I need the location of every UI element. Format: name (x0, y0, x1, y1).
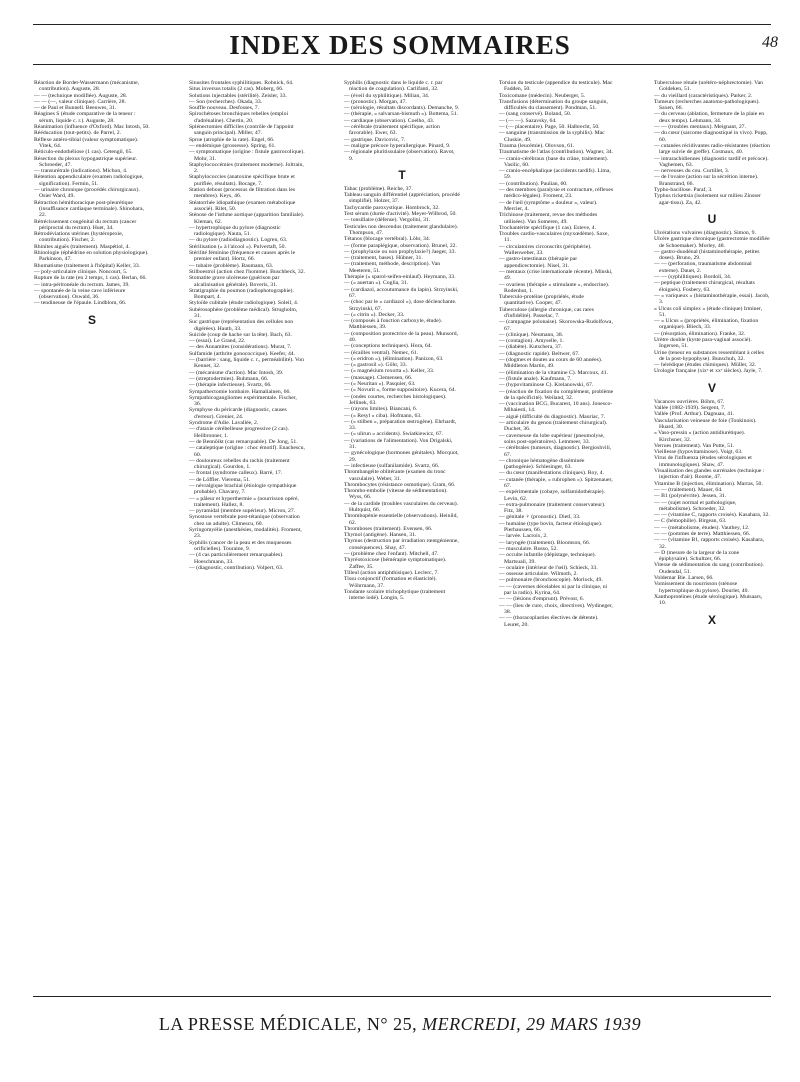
index-entry: — cataleptique (origine : choc émotif). Enachescu, 60. (189, 445, 305, 458)
index-entry: Rupture de la rate (en 2 temps, 1 cas). Berlan, 66. (34, 275, 147, 282)
index-entry: — (composés à fonction carboxyle, étude). Matthiessen, 39. (344, 318, 443, 331)
index-entry: — humaine (type bovin, facteur étiologique). Pierhaussen, 66. (499, 520, 603, 534)
index-entry: — d'ataxie cérébelleuse progressive (2 cas). Heilbronner, 1. (189, 426, 289, 439)
index-entry: — gynécologique (hormones génitales). Mocquot, 29. (344, 450, 459, 463)
index-entry: — (problème chez l'enfant). Mitchell, 47. (344, 551, 439, 558)
index-entry: Thymus (destruction par irradiation rœntgénienne, conséquences). Shay, 47. (344, 538, 459, 551)
index-entry: Réanimation (influence d'Oxford). Mac Intosh, 50. (34, 124, 150, 131)
index-entry: — cranio-cérébraux (base du crâne, traitement). Vasilic, 60. (499, 155, 609, 168)
index-entry: Sympathectomie lombaire. Hamaliainen, 66. (189, 388, 291, 395)
index-entry: Stratigraphie du poumon (radiophotographie). Bompart, 4. (189, 287, 294, 301)
index-entry: — (barrière : sang, liquide c. r., perméabilité). Von Kennet, 32. (189, 357, 304, 370)
index-entry: Réagines S (étude comparative de la teneur : sérum, liquide c. r.). Auguste, 28. (34, 111, 136, 124)
index-entry: Urine (teneur en substances ressemblant à celles de la post-hypophyse). Bunschuh, 32. (654, 349, 764, 362)
index-entry: Réflexe antéro-tibial (valeur symptomatique). Vitek, 64. (34, 136, 139, 149)
index-entry: — du vieillard (caractéristiques). Parker, 2. (654, 92, 753, 99)
index-entry: Subérosophère (problème médical). Strugholm, 31. (189, 306, 298, 319)
column-entries (499, 80, 615, 628)
index-entry: Trichinose (traitement, revue des méthodes utilisées). Van Someren, 49. (499, 212, 598, 225)
index-entry: Tabac (problème). Reiche, 37. (344, 185, 413, 192)
footer: LA PRESSE MÉDICALE, N° 25, MERCREDI, 29 MARS 1939 (158, 1014, 642, 1034)
index-entry: — (« stilben », préparation œstrogène). Ehrhardt, 33. (344, 418, 457, 432)
index-entry: — tubaire (problème). Baumann, 63. (189, 262, 274, 269)
index-entry: — symptomatique (origine : fistule gastrocolique). Mohr, 31. (189, 149, 305, 162)
column-5 (654, 80, 770, 985)
index-entry: — (« Neuritan »). Pasquier, 63. (344, 381, 416, 388)
index-entry: Trochantérite spécifique (1 cas). Esteve, 4. (499, 224, 597, 231)
index-entry: Tilleul (action antiphthisique). Leclerc, 7. (344, 569, 439, 576)
index-entry: Testicules non descendus (traitement glandulaire). Thompson, 47. (344, 223, 459, 236)
index-entry: — « pâleur et hyperthermie » (nourrisson opéré, traitement). Hallez, 8. (189, 495, 299, 508)
index-entry: — (campagne polonaise). Skorowska-Rudolfowa, 67. (499, 319, 613, 332)
index-entry: — gastro-duodénal (histaminothérapie, petites doses). Bruno, 29. (654, 248, 760, 262)
index-entry: Visualisation des glandes surrénales (technique : injection d'air). Roome, 47. (654, 468, 765, 481)
index-entry: Vitesse de sédimentation du sang (contribution). Oudendal, 51. (654, 562, 764, 575)
index-entry: — de la cardide (troubles vasculaires du cerveau). Hultquist, 66. (344, 500, 459, 513)
index-entry: — Son (recherches). Okada, 33. (189, 98, 263, 105)
index-entry: Vallée (Prof. Arthur). Dagnuau, 41. (654, 411, 735, 418)
index-entry: — sanguine (transmission de la syphilis). Mac Cluskie, 49. (499, 130, 605, 143)
index-entry: — — (lésions d'emprunt). Prévost, 6. (499, 596, 585, 603)
index-entry: — (hypovitaminose C). Krelanowski, 67. (499, 382, 594, 389)
index-entry: Troubles cardio-vasculaires (myxœdème). Saxe, 11. (499, 231, 609, 244)
index-entry: — — (technique modifiée). Auguste, 28. (34, 92, 128, 99)
index-entry: — oculaire (intérieur de l'œil). Schieck, 33. (499, 564, 598, 571)
index-entry: Stilboestrol (action chez l'homme). Buschbeck, 32. (189, 268, 305, 275)
index-entry: — circulatoires circonscrits (périphérie). Wallenweber, 33. (499, 243, 592, 257)
index-entry: Thérapie (« sparol-seifen-einlauf). Heymann, 33. (344, 274, 456, 281)
index-entry: — ovariens (thérapie « stimulante », endocrine). Rodenhut, 1. (499, 281, 610, 294)
footer-rule (33, 996, 771, 997)
index-entry: Sympathicogangliomes expérimentale. Fischer, 36. (189, 394, 297, 408)
index-entry: — (diagnostic, contribution). Volpert, 63. (189, 564, 284, 571)
index-entry: — de Bennôikt (cas remarquable). De Jong, 51. (189, 438, 298, 445)
index-entry: — intra-péritonéale du rectum. James, 39. (34, 281, 130, 288)
index-entry: Tumeurs (recherches anatomo-pathologiques). Saxen, 66. (654, 98, 760, 112)
index-entry: — « variqueux » (histaminothérapie, essai). Jacob, 3. (654, 292, 770, 306)
index-entry: — (sérologie, résultats discordants). Demanche, 9. (344, 105, 460, 112)
section-letter-s: S (87, 312, 96, 327)
index-entry: — hérédique (études chimiques). Müller, 32. (654, 362, 757, 369)
index-entry: — (conceptions techniques). Hora, 64. (344, 343, 432, 350)
index-entry: — (pronostic). Morgan, 47. (344, 98, 407, 105)
index-entry: Ulcérations vulvaires (diagnostic). Simon, 9. (654, 229, 756, 236)
index-entry: Station debout (processus de filtration dans les membres). Keys, 46. (189, 187, 296, 200)
index-entry: — C (hémophilie). Birgean, 63. (654, 518, 727, 525)
index-entry: « Ulcus coli simplex » (étude clinique) Irminer, 51. (654, 305, 763, 318)
index-entry: — (ondes courtes, recherches histologiques). Jellinek, 63. (344, 393, 447, 406)
index-entry: Thromboses (traitement). Evensen, 66. (344, 525, 433, 532)
index-entry: — aiguë (difficulté du diagnostic). Mauriac, 7. (499, 413, 606, 420)
index-entry: — (« auertan »). Coglia, 31. (344, 280, 409, 287)
index-entry: — (rayons limites). Biancani, 6. (344, 406, 418, 413)
index-entry: — chronique hématogène disséminée (pathogénie). Schlesinger, 63. (499, 457, 585, 471)
index-entry: — (— placentaire). Page, 50. Halbrecht, 50. (499, 124, 600, 131)
index-entry: Splénectomies difficiles (contrôle de l'appoint sanguin principal). Miller, 47. (189, 124, 294, 137)
index-entry: — mentaux (crise internationale récente). Minski, 49. (499, 268, 613, 282)
index-entry: — — (traitement). Mauer, 64. (654, 486, 723, 493)
index-entry: — — (vitamine C, rapports croisés). Kasahara, 32. (654, 512, 770, 519)
index-entry: Thymol (antigène). Hansen, 31. (344, 532, 417, 539)
index-entry: Urètre double (kyste para-vaginal associé). Ingersen, 51. (654, 336, 752, 350)
index-entry: — pyramidal (membre supérieur). Micron, 27. (189, 508, 296, 515)
index-entry: — (clinique). Neumann, 38. (499, 331, 564, 338)
index-entry: — (forme paraplégique, observation). Brunel, 22. (344, 242, 457, 249)
index-entry: Solutions injectables (stérilité). Zeisler, 33. (189, 92, 287, 99)
index-entry: — transurétrale (indications). Michon, 4. (34, 168, 128, 175)
index-entry: Rétention appendiculaire (examen radiologique, signification). Fermin, 51. (34, 174, 144, 187)
index-entry: — des Annamites (considérations). Murat, 7. (189, 344, 292, 351)
index-entry: — (« Novurit », forme suppositoire). Kucera, 64. (344, 387, 456, 394)
index-entry: — (éveil du syphilitique). Milian, 34. (344, 92, 430, 99)
index-columns (34, 80, 770, 985)
index-entry: — de Löffler. Vierema, 51. (189, 476, 251, 483)
index-entry: Réticulo-endothéliose (1 cas). Cetengil, 65. (34, 149, 133, 156)
index-entry: — douloureux rebelles du rachis (traitement chirurgical). Gourdon, 1. (189, 457, 290, 471)
index-entry: Vacances ouvrières. Böhm, 67. (654, 398, 725, 405)
index-entry: — du cœur (manifestations cliniques). Roy, 4. (499, 470, 604, 477)
index-entry: — (thérapie, « salvarsan-bismuth »). Bottema, 51. (344, 111, 459, 118)
index-entry: Souffle nouveau. Desfosses, 7. (189, 105, 260, 112)
index-entry: Tuberculo-protéine (propriétés, étude quantitative). Cooper, 47. (499, 294, 584, 307)
index-entry: — gastro-intestinaux (thérapie par appendicectomie). Nisel, 31. (499, 256, 578, 269)
section-letter-x: X (707, 612, 716, 627)
index-entry: — (« Resyl » ciba). Hofmann, 63. (344, 412, 422, 419)
index-entry: — (contribution). Paulian, 60. (499, 180, 568, 187)
index-entry: — occulte infantile (dépistage, technique). Martsuali, 39. (499, 552, 596, 565)
index-entry: Sulfamide (arthrite gonococcique). Keefer, 44. (189, 350, 296, 357)
index-entry: — cutanées récidivantes radio-résistantes (réaction large suivie de greffe). Cosmaux, 40. (654, 142, 770, 156)
index-entry: Typho-bacillose. Paraf, 3. (654, 187, 713, 194)
index-entry: — cutanée (thérapie, « rubrophen »). Spitzenauer, 67. (499, 476, 613, 489)
index-entry: — (« magnésium roxorta »). Keller, 33. (344, 368, 435, 375)
page-number: 48 (762, 34, 778, 51)
column-entries (344, 186, 460, 602)
index-entry: — (élimination de la vitamine C). Marcoux, 41. (499, 369, 608, 376)
header-rule (33, 64, 771, 65)
index-entry: Staphylococcies (anatoxine spécifique brute et purifiée, résultats). Bocage, 7. (189, 174, 295, 187)
index-entry: — névralgique brachial (étiologie sympathique probable). Chavany, 7. (189, 483, 297, 496)
index-entry: — (dogmes et doutes au cours de 60 années). Middleton Martin, 49. (499, 357, 603, 370)
index-entry: Voldemar Bie. Larsen, 66. (654, 575, 714, 582)
index-entry: — (traitement, méthode, description). Van Meeteren, 51. (344, 261, 441, 274)
column-1 (34, 80, 150, 985)
index-entry: Stérilité féminine (fréquence et causes après le premier enfant). Hortz, 66. (189, 250, 296, 263)
index-entry: — cérébrales (tumeurs, diagnostic). Bergioshvili, 67. (499, 445, 612, 458)
index-entry: — (contagion). Amyselle, 1. (499, 338, 564, 345)
index-entry: Vitamine B (injection, élimination). Marras, 50. (654, 480, 763, 487)
index-entry: Résection du plexus hypogastrique supérieur. Schroeder, 47. (34, 155, 138, 168)
index-entry: — cardiaque (observation). Coelho, 43. (344, 117, 435, 124)
index-entry: Rétraction hémithoracique post-pleurétique (insuffisance cardiaque terminale). Shinohara, 22. (34, 199, 144, 219)
column-3 (344, 80, 460, 985)
index-entry: — (écailles ventral). Nemec, 61. (344, 349, 419, 356)
index-entry: — (« citrin »). Decker, 33. (344, 311, 405, 318)
index-entry: — « Ulcus » (propriétés, élimination, fixation organique). Bliech, 33. (654, 318, 759, 331)
index-entry: — (traitement, bases). Hübner, 31. (344, 255, 423, 262)
index-entry: Sténose de l'isthme aortique (apparition familiale). Kleman, 62. (189, 212, 305, 225)
index-entry: Torsion du testicule (appendice du testicule). Mac Fadden, 50. (499, 80, 613, 93)
index-entry: — du pylore (radiodiagnostic). Logren, 63. (189, 237, 288, 244)
index-entry: — (prophylaxie ou non prophylaxie?) Jaeger, 33. (344, 248, 456, 255)
index-entry: — (sang conservé). Boland, 50. (499, 111, 572, 118)
index-entry: Tachycardie paroxystique. Hombrock, 32. (344, 204, 440, 211)
index-entry: — — (vitamine B1, rapports croisés). Kasahara, 32. (654, 537, 765, 550)
index-entry: — endémique (grossesse). Spring, 61. (189, 142, 276, 149)
index-entry: — D (mesure de la largeur de la zone épiphysaire). Schultzer, 66. (654, 549, 740, 563)
index-entry: « Vaso-pressin » (action antidiurétique). Kirchsner, 32. (654, 430, 746, 443)
index-entry: — maligne précoce hyperallergique. Pinard, 9. (344, 142, 451, 149)
index-entry: Urologie française (xixᵉ et xxᵉ siècles). Jayle, 7. (654, 368, 763, 375)
index-entry: Syphilis (cancer de la peau et des muqueuses orificielles). Touraine, 9. (189, 539, 292, 552)
index-entry: — tendineuse de l'épaule. Lindblom, 66. (34, 300, 127, 307)
index-entry: — cérébrale (traitement spécifique, action favorable). Ewer, 63. (344, 124, 440, 137)
index-entry: Tableau sanguin différentiel (appréciation, procédé simplifié). Holzer, 37. (344, 192, 460, 205)
index-entry: — nerveuses du cou. Curtillet, 3. (654, 168, 730, 175)
index-entry: — (réaction de fixation du complément, problème de la spécificité). Weiland, 32. (499, 388, 614, 401)
index-entry: Rétrécissement congénital du rectum (cancer périproctal du rectum). Huet, 34. (34, 218, 137, 231)
index-entry: Tondante scolaire trichophytique (traitement interne iodé). Longin, 5. (344, 588, 446, 602)
index-entry: — (diagnostic rapide). Beltwer, 67. (499, 350, 580, 357)
index-entry: Spirochétoses bronchiques rebelles (emploi d'adrénaline). Chertin, 20. (189, 111, 289, 124)
index-entry: — infectieuse (sulfanilamide). Svartz, 66. (344, 462, 440, 469)
index-entry: — expérimentale (cobaye, sulfamidothérapie). Levin, 62. (499, 489, 605, 502)
index-entry: — (thérapie infectieuse). Svartz, 66. (189, 382, 272, 389)
index-entry: Sprue (atrophie de la rate). Engel, 66. (189, 136, 275, 143)
page-title: INDEX DES SOMMAIRES (229, 30, 571, 60)
column-entries (654, 399, 770, 607)
index-entry: — poly-articulaire clinique. Noncourt, 5. (34, 268, 128, 275)
index-entry: Synostose vertébrale post-tétanique (observation chez un adulte). Climescu, 60. (189, 514, 300, 527)
index-entry: Sinusites frontales syphilitiques. Robnick, 64. (189, 80, 294, 86)
index-entry: — gastrique. Davicovic, 7. (344, 136, 406, 143)
index-entry: — (« ulirun » accidents). Swiatkiewicz, 67. (344, 431, 444, 438)
index-entry: — — (troubles mentaux). Meignant, 27. (654, 124, 746, 131)
index-entry: Virus de l'influenza (études sérologiques et immunologiques). Shaw, 47. (654, 455, 752, 468)
column-4 (499, 80, 615, 985)
index-entry: — spontanée de la veine cave inférieure (observation). Oswald, 36. (34, 287, 126, 301)
journal-name: LA PRESSE MÉDICALE (158, 1014, 357, 1034)
index-entry: — larvée. Lacroix, 2. (499, 533, 548, 540)
index-entry: Vallée (1882-1939). Sergent, 7. (654, 405, 726, 412)
index-entry: — des membres (paralysie et contracture, réflexes médico-légales). Froment, 23. (499, 187, 614, 200)
index-entry: — — (perforation, traumatisme abdominal externe). Dauet, 2. (654, 261, 752, 274)
index-entry: Vomissement du nourrisson (sténose hypertrophique du pylore). Dourlet, 40. (654, 581, 749, 594)
index-entry: Thrombo-embolie (vitesse de sédimentation). Wyss, 66. (344, 488, 448, 501)
index-entry: Suc gastrique (représentation des cellules non digérées). Hauth, 33. (189, 319, 294, 332)
index-entry: — (diabète). Kutschera, 37. (499, 344, 563, 351)
index-entry: Styloïde cubitale (étude radiologique). Soleil, 4. (189, 300, 299, 307)
index-entry: — (composition protectrice de la peau). Munsord, 40. (344, 330, 459, 343)
issue-number: N° 25, (366, 1014, 418, 1034)
index-entry: — cranio-encéphalique (accidents tardifs). Lima, 59. (499, 168, 611, 181)
index-entry: — (— —). Sazavsky, 64. (499, 117, 557, 124)
index-entry: — (résorption, élimination). Franke, 32. (654, 330, 746, 337)
index-entry: Tissu conjonctif (formation et élasticité). Wöhrmann, 37. (344, 576, 437, 589)
index-entry: — — (lieu de cure, choix, directives). Wydineger, 38. (499, 602, 613, 615)
index-entry: — osseuse articulaire. Wilmoth, 2. (499, 571, 578, 578)
section-letter-v: V (707, 380, 716, 395)
index-entry: Thrombocytes (résistance osmotique). Gram, 66. (344, 481, 456, 488)
index-entry: — (choc par le « cardiazol »), dose déclenchante. Strzyinski, 67. (344, 299, 457, 312)
issue-date: MERCREDI, 29 MARS 1939 (422, 1014, 642, 1034)
index-entry: Suicide (coup de hache sur la tête). Bach, 63. (189, 331, 292, 338)
index-entry: Staphylococcémies (traitement moderne). Joltrain, 2. (189, 161, 304, 175)
index-entry: Rhinites aiguës (traitement). Maspétiol, 4. (34, 243, 130, 250)
index-entry: — (« eridron »), (élimination). Panizon, 63. (344, 355, 444, 362)
index-entry: — (streptodermies). Buhmann, 66. (189, 375, 269, 382)
section-letter-t: T (398, 167, 406, 182)
index-entry: — — (cavernes décelables ni par la clinique, ni par la radio). Kyrina, 64. (499, 583, 608, 597)
index-entry: — (essai). Le Grand, 22. (189, 338, 246, 345)
index-entry: Stomatite grave ulcéreuse (guérison par alcalinisation générale). Boveris, 31. (189, 275, 280, 288)
index-entry: — caverneuse du lobe supérieur (pneumolyse, soins post-opératoires). Lemmeer, 33. (499, 432, 605, 445)
index-entry: — (mécanisme d'action). Mac Intosh, 39. (189, 369, 284, 376)
index-entry: — laryngée (traitement). Bloomson, 66. (499, 539, 591, 546)
index-entry: Transfusions (détermination du groupe sanguin, difficultés du classement). Pondman, 51. (499, 98, 608, 112)
index-entry: Typhus rickettsia (isolement sur milieu Zinsser agar-tissu). Za, 42. (654, 193, 761, 206)
index-entry: Stéatorrhée idiopathique (examen métabolique associé). Rilet, 50. (189, 199, 296, 212)
column-entries (34, 80, 150, 307)
index-entry: — — (métabolisme, études). Vauthey, 12. (654, 524, 750, 531)
index-entry: — — (syphilitiques). Bordoli, 34. (654, 274, 732, 281)
index-entry: — extra-pulmonaire (traitement conservateur). Fitz, 38. (499, 501, 606, 515)
index-entry: — — (sujet normal et pathologique, métabolisme). Schroeder, 32. (654, 499, 737, 512)
index-entry: Traumatisme de l'atlas (contribution). Wagner, 34. (499, 149, 614, 156)
index-entry: Rhumatisme (traitement à l'hôpital) Keller, 33. (34, 262, 141, 269)
index-entry: Thrombangéite oblitérante (examen du tronc vasculaire). Weber, 31. (344, 469, 446, 482)
index-entry: — — (—, valeur clinique). Carrière, 28. (34, 98, 126, 105)
index-entry: — (massage). Clemensen, 66. (344, 374, 413, 381)
index-entry: Tuberculose rénale (urétéro-néphrectomie). Van Goldeken, 51. (654, 80, 763, 93)
index-entry: Test sérum (durée d'activité). Meyer-Wilbrod, 50. (344, 211, 457, 218)
index-entry: — (vaccination BCG, Bucarest, 10 ans). Jonesco-Mihaiesti, 14. (499, 401, 613, 414)
index-entry: — de l'ovaire (action sur la sécrétion interne). Branstrand, 66. (654, 174, 759, 187)
index-entry: — de Paul et Bunnell. Beeuwes, 31. (34, 105, 117, 112)
column-entries (344, 80, 460, 162)
index-entry: Stérilisation (« à l'alcool »). Pulvertaft, 50. (189, 243, 286, 250)
index-entry: Vieillesse (hypovitaminose). Voigt, 63. (654, 449, 743, 456)
index-entry: Tétanos (blocage vertébral). Löhr, 34. (344, 236, 431, 243)
index-entry: — — (thoracoplasties électives de détente). Leuret, 20. (499, 615, 599, 628)
index-entry: Verrues (traitement). Van Putte, 51. (654, 442, 735, 449)
index-entry: Symphyse du péricarde (diagnostic, causes d'erreur). Grenier, 24. (189, 407, 287, 420)
column-2 (189, 80, 305, 985)
index-entry: Rhinologie (éphédrine en solution physiologique). Parkinson, 47. (34, 250, 149, 263)
section-letter-u: U (707, 211, 717, 226)
index-entry: — (variations de l'alimentation). Von Drigalski, 31. (344, 437, 453, 451)
index-entry: Réaction de Bordet-Wassermann (mécanisme, contribution). Auguste, 28. (34, 80, 140, 93)
index-entry: — frontal (syndrome calleux). Barré, 17. (189, 470, 283, 477)
index-entry: Thrombopénie essentielle (observations). Heinild, 62. (344, 513, 458, 526)
index-entry: — du cerveau (ablation, fermeture de la plaie en deux temps). Lehmann, 34. (654, 111, 765, 124)
column-entries (654, 80, 770, 206)
index-entry: Vascularisation veineuse de foie (Tonkinois). Huard, 30. (654, 417, 757, 430)
index-entry: Syringomyélie (anesthésies, modalités). Froment, 23. (189, 527, 302, 540)
index-entry: Thyréotoxicose (hémérapie symptomatique). Zaffee, 35. (344, 557, 447, 570)
index-entry: — peptique (traitement chirurgical, résultats éloignés). Fosbery, 63. (654, 280, 755, 293)
index-entry: — urinaire chronique (procédés chirurgicaux). Osier Ward, 49. (34, 187, 140, 200)
index-entry: — hypertrophique du pylore (diagnostic radiologique). Nauta, 51. (189, 224, 281, 238)
index-entry: — (fistule anale). Kaufmann, 7. (499, 375, 572, 382)
index-entry: Rétrodéviations utérines (hystéropexie, contribution). Fischer, 2. (34, 231, 124, 244)
index-entry: Syphilis (diagnostic dans le liquide c. r. par réaction de coagulation). Carlifanti, 32. (344, 80, 443, 93)
column-entries (654, 230, 770, 375)
index-entry: — du cœur (sarcome diagnostiqué in vivo). Popp, 60. (654, 130, 768, 143)
index-entry: Xanthoprotéines (étude sérologique). Mutsaars, 10. (654, 593, 763, 607)
index-entry: — (« gastrosil »). Göhr, 33. (344, 362, 407, 369)
index-entry: Rééducation (tout-petits). de Parrel, 2. (34, 130, 122, 137)
top-rule (33, 24, 771, 25)
index-entry: — intrarachidiennes (diagnostic tardif et précoce). Vaghemen, 63. (654, 155, 769, 168)
index-entry: Tuberculose (allergie chronique, cas rares d'infidélité). Passelac, 7. (499, 306, 594, 319)
index-entry: — (4 cas particulièrement remarquables). Hoeschmann, 33. (189, 552, 284, 565)
index-entry: — de l'œil (symptôme « douleur », valeur). Mercier, 4. (499, 199, 598, 212)
index-entry: — régionale pluritissulaire (observation). Ravot, 9. (344, 149, 455, 162)
index-entry: Toxicomane (médecin). Neuberger, 5. (499, 92, 586, 99)
index-entry: Ulcère gastrique chronique (gastrectomie modifiée de Schoemaker). Morley, 48. (654, 236, 770, 249)
index-entry: — — (pommes de terre). Matthiessen, 66. (654, 531, 751, 537)
index-entry: — articulaire du genou (traitement chirurgical). Duchet, 36. (499, 420, 608, 433)
index-entry: — B1 (polynévrite). Jessen, 31. (654, 493, 727, 500)
index-entry: — tonsillaire (défense). Vergolini, 31. (344, 217, 431, 224)
index-entry: Trauma (leucémie). Olovson, 61. (499, 142, 575, 149)
index-entry: — musculaire. Russo, 52. (499, 545, 558, 552)
index-entry: — génitale ♀ (pronostic). Dietl, 33. (499, 514, 581, 521)
index-entry: — (cardiazol, accoutumance du lapin). Strzyinski, 67. (344, 286, 459, 299)
index-entry: Syndrome d'Adie. Lavallée, 2. (189, 420, 259, 427)
index-entry: Situs inversus totalis (2 cas). Moberg, 66. (189, 86, 284, 93)
column-entries (189, 80, 305, 571)
index-entry: — pulmonaire (bronchoscopie). Morlock, 49. (499, 577, 603, 584)
